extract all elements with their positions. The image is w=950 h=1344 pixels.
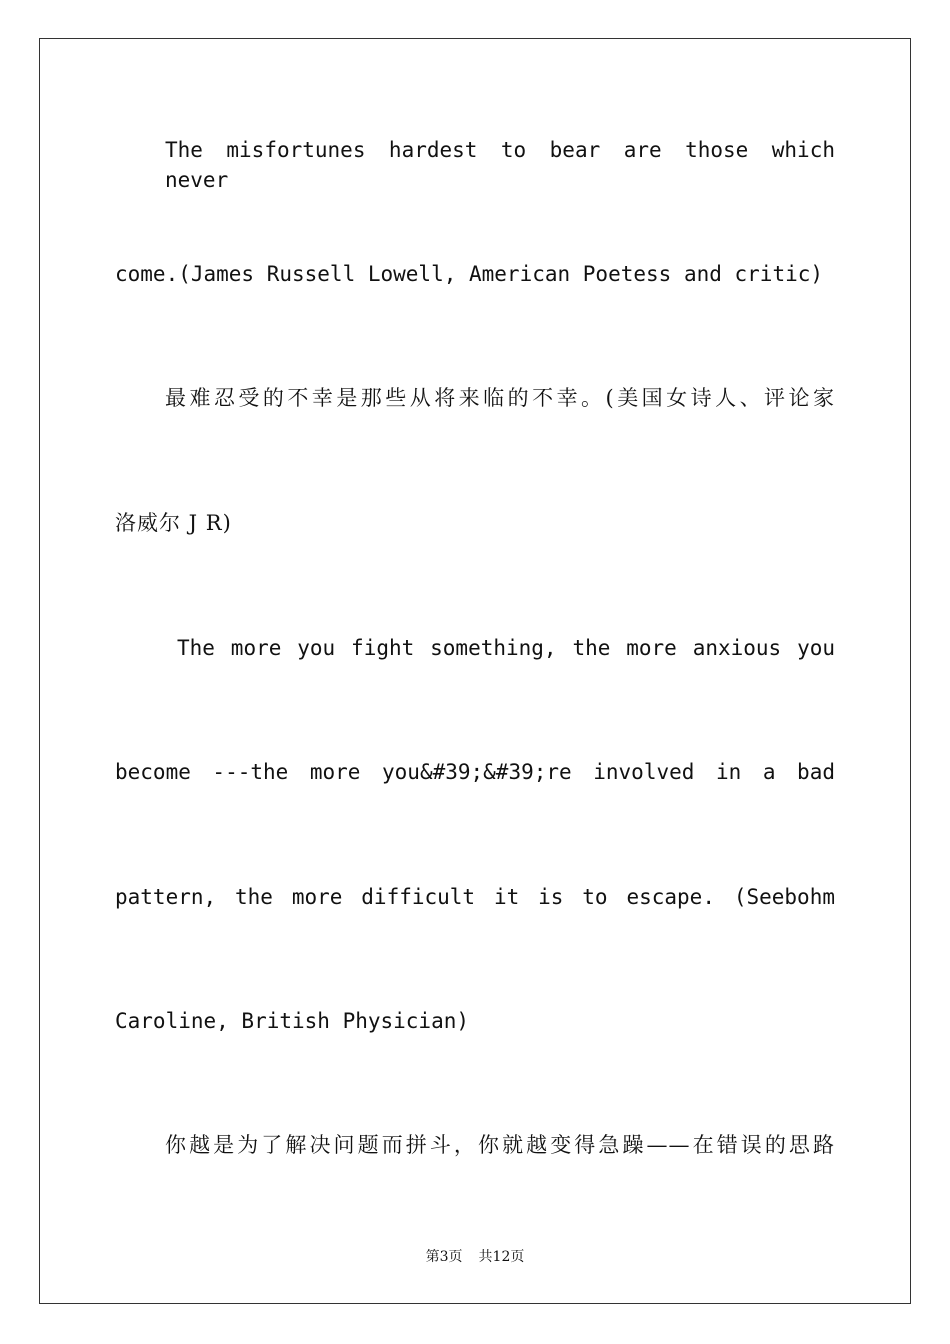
text-line-7: pattern, the more difficult it is to escape. (Seebohm — [115, 885, 835, 909]
text-line-4: 洛威尔 J R) — [115, 511, 232, 535]
page-number: 第3页 — [425, 1249, 463, 1265]
page-total: 共12页 — [478, 1249, 525, 1265]
text-line-9: 你越是为了解决问题而拼斗，你就越变得急躁——在错误的思路 — [165, 1133, 835, 1157]
page-footer — [0, 1246, 950, 1266]
text-line-6: become ---the more you&#39;&#39;re involved in a bad — [115, 760, 835, 784]
text-line-1: The misfortunes hardest to bear are those which never — [165, 138, 835, 192]
text-line-5: The more you fight something, the more anxious you — [177, 636, 835, 660]
page-border — [39, 38, 911, 1304]
text-line-3: 最难忍受的不幸是那些从将来临的不幸。(美国女诗人、评论家 — [165, 386, 835, 410]
text-line-8: Caroline, British Physician) — [115, 1009, 470, 1033]
text-line-2: come.(James Russell Lowell, American Poetess and critic) — [115, 262, 824, 286]
